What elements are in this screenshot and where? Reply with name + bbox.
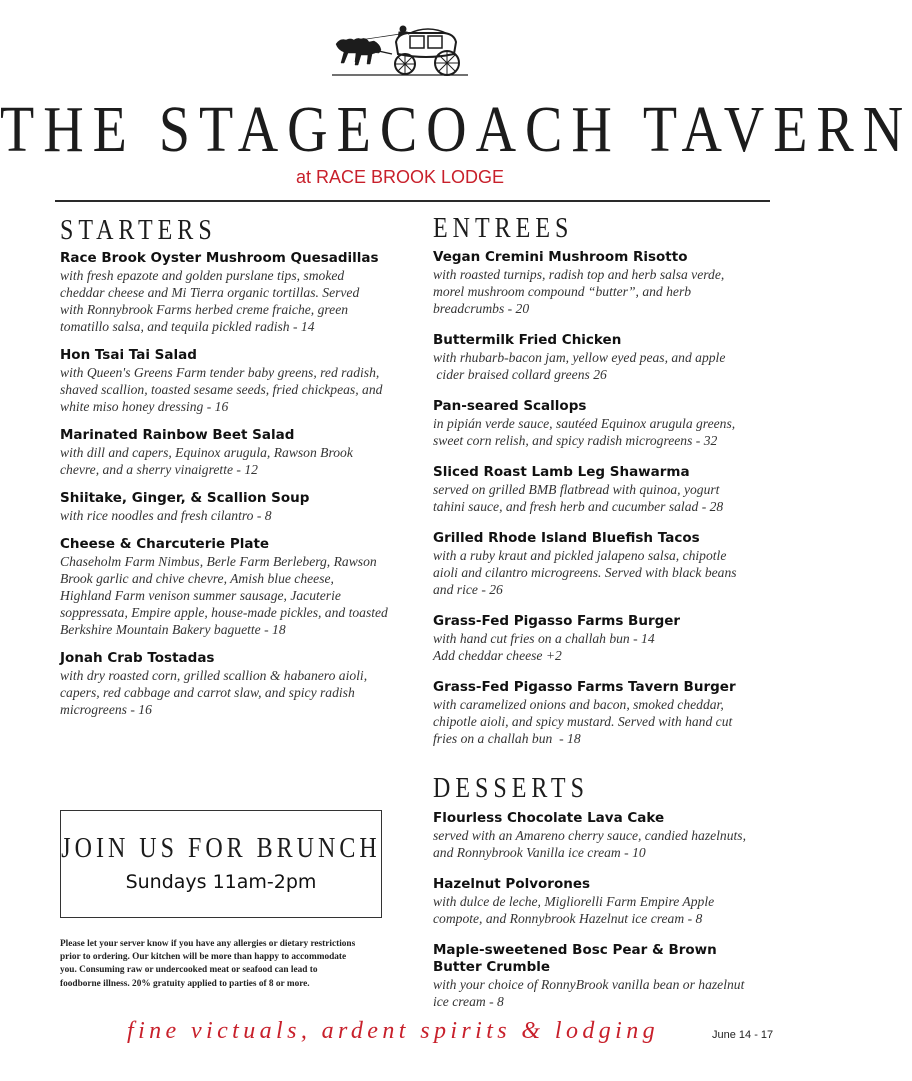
menu-item-name: Sliced Roast Lamb Leg Shawarma bbox=[433, 464, 690, 480]
menu-item-description: Berkshire Mountain Bakery baguette - 18 bbox=[60, 622, 286, 637]
menu-item-description: with hand cut fries on a challah bun - 14 bbox=[433, 631, 655, 646]
entrees-heading: ENTREES bbox=[433, 213, 574, 245]
menu-item-description: and rice - 26 bbox=[433, 582, 503, 597]
menu-item-name: Jonah Crab Tostadas bbox=[60, 650, 215, 666]
menu-item-description: in pipián verde sauce, sautéed Equinox arugula greens, bbox=[433, 416, 736, 431]
menu-item bbox=[433, 679, 778, 747]
menu-item-name: Race Brook Oyster Mushroom Quesadillas bbox=[60, 250, 379, 266]
menu-item bbox=[433, 398, 778, 449]
menu-item-description: with rice noodles and fresh cilantro - 8 bbox=[60, 508, 272, 523]
menu-item-description: morel mushroom compound “butter”, and herb bbox=[433, 284, 692, 299]
menu-item-description: chevre, and a sherry vinaigrette - 12 bbox=[60, 462, 258, 477]
menu-item-description: soppressata, Empire apple, house-made pickles, and toasted bbox=[60, 605, 388, 620]
menu-date: June 14 - 17 bbox=[712, 1029, 774, 1041]
starters-heading: STARTERS bbox=[60, 215, 217, 247]
menu-item-name: Shiitake, Ginger, & Scallion Soup bbox=[60, 490, 310, 506]
menu-item-description: microgreens - 16 bbox=[60, 702, 152, 717]
disclaimer-line: foodborne illness. 20% gratuity applied to parties of 8 or more. bbox=[60, 978, 310, 989]
menu-item-name: Grass-Fed Pigasso Farms Burger bbox=[433, 613, 681, 629]
menu-item bbox=[433, 942, 778, 1010]
menu-item-description: cheddar cheese and Mi Tierra organic tortillas. Served bbox=[60, 285, 360, 300]
starters-list bbox=[60, 250, 410, 718]
desserts-heading: DESSERTS bbox=[433, 773, 589, 805]
brunch-hours: Sundays 11am-2pm bbox=[125, 871, 317, 893]
header-divider bbox=[55, 200, 770, 202]
menu-item-description: and Ronnybrook Vanilla ice cream - 10 bbox=[433, 845, 646, 860]
menu-item-description: served with an Amareno cherry sauce, candied hazelnuts, bbox=[433, 828, 746, 843]
menu-item-description: Brook garlic and chive chevre, Amish blue cheese, bbox=[60, 571, 334, 586]
disclaimer-line: you. Consuming raw or undercooked meat or seafood can lead to bbox=[60, 965, 318, 976]
menu-item-description: Add cheddar cheese +2 bbox=[433, 648, 562, 663]
menu-item-description: chipotle aioli, and spicy mustard. Served with hand cut bbox=[433, 714, 733, 729]
menu-item bbox=[60, 490, 410, 524]
menu-item-description: with rhubarb-bacon jam, yellow eyed peas, and apple bbox=[433, 350, 726, 365]
stagecoach-icon bbox=[330, 20, 470, 78]
menu-item bbox=[60, 347, 410, 415]
menu-item bbox=[60, 427, 410, 478]
menu-item-name: Marinated Rainbow Beet Salad bbox=[60, 427, 295, 443]
page-title: THE STAGECOACH TAVERN bbox=[0, 93, 912, 167]
menu-item bbox=[433, 249, 778, 317]
menu-item bbox=[433, 876, 778, 927]
menu-item-name: Pan-seared Scallops bbox=[433, 398, 587, 414]
menu-item-description: with a ruby kraut and pickled jalapeno salsa, chipotle bbox=[433, 548, 727, 563]
menu-item-description: breadcrumbs - 20 bbox=[433, 301, 530, 316]
menu-item-description: Chaseholm Farm Nimbus, Berle Farm Berleberg, Rawson bbox=[60, 554, 377, 569]
menu-item-description: with Ronnybrook Farms herbed creme fraiche, green bbox=[60, 302, 349, 317]
menu-item-description: shaved scallion, toasted sesame seeds, fried chickpeas, and bbox=[60, 382, 383, 397]
footer-tagline: fine victuals, ardent spirits & lodging bbox=[127, 1018, 660, 1044]
menu-item-description: with caramelized onions and bacon, smoked cheddar, bbox=[433, 697, 724, 712]
entrees-list bbox=[433, 249, 778, 747]
disclaimer-line: prior to ordering. Our kitchen will be more than happy to accommodate bbox=[60, 952, 347, 963]
page-subtitle: at RACE BROOK LODGE bbox=[295, 167, 505, 187]
menu-item-description: with dulce de leche, Migliorelli Farm Empire Apple bbox=[433, 894, 715, 909]
menu-item bbox=[433, 332, 778, 383]
brunch-box bbox=[60, 810, 382, 918]
desserts-list bbox=[433, 810, 778, 1010]
menu-item-name: Maple-sweetened Bosc Pear & Brown Butter Crumble bbox=[433, 942, 717, 975]
brunch-title: JOIN US FOR BRUNCH bbox=[61, 833, 381, 865]
menu-item-name: Grass-Fed Pigasso Farms Tavern Burger bbox=[433, 679, 736, 695]
menu-item bbox=[433, 613, 778, 664]
menu-item-description: with fresh epazote and golden purslane tips, smoked bbox=[60, 268, 345, 283]
menu-item bbox=[60, 250, 410, 335]
menu-item bbox=[433, 810, 778, 861]
menu-item-name: Hazelnut Polvorones bbox=[433, 876, 591, 892]
menu-item-name: Vegan Cremini Mushroom Risotto bbox=[433, 249, 688, 265]
menu-item-description: tahini sauce, and fresh herb and cucumber salad - 28 bbox=[433, 499, 724, 514]
menu-item-name: Buttermilk Fried Chicken bbox=[433, 332, 622, 348]
menu-item-description: with roasted turnips, radish top and herb salsa verde, bbox=[433, 267, 725, 282]
menu-item-description: compote, and Ronnybrook Hazelnut ice cream - 8 bbox=[433, 911, 703, 926]
menu-item bbox=[60, 536, 410, 638]
menu-item-name: Hon Tsai Tai Salad bbox=[60, 347, 197, 363]
menu-item-description: tomatillo salsa, and tequila pickled radish - 14 bbox=[60, 319, 315, 334]
menu-item-description: cider braised collard greens 26 bbox=[433, 367, 607, 382]
menu-item-description: with Queen's Greens Farm tender baby greens, red radish, bbox=[60, 365, 380, 380]
menu-item-description: aioli and cilantro microgreens. Served with black beans bbox=[433, 565, 737, 580]
menu-item bbox=[433, 530, 778, 598]
menu-item-description: white miso honey dressing - 16 bbox=[60, 399, 229, 414]
allergy-disclaimer bbox=[60, 938, 390, 991]
menu-item-description: with your choice of RonnyBrook vanilla bean or hazelnut bbox=[433, 977, 745, 992]
disclaimer-line: Please let your server know if you have any allergies or dietary restrictions bbox=[60, 939, 356, 949]
menu-item-description: ice cream - 8 bbox=[433, 994, 504, 1009]
menu-item-description: with dill and capers, Equinox arugula, Rawson Brook bbox=[60, 445, 353, 460]
menu-item bbox=[60, 650, 410, 718]
menu-item-description: Highland Farm venison summer sausage, Jacuterie bbox=[60, 588, 341, 603]
menu-item-description: capers, red cabbage and carrot slaw, and spicy radish bbox=[60, 685, 355, 700]
menu-item-description: served on grilled BMB flatbread with quinoa, yogurt bbox=[433, 482, 720, 497]
menu-item-name: Flourless Chocolate Lava Cake bbox=[433, 810, 665, 826]
menu-item-description: sweet corn relish, and spicy radish microgreens - 32 bbox=[433, 433, 718, 448]
menu-item-description: fries on a challah bun - 18 bbox=[433, 731, 581, 746]
menu-item-name: Cheese & Charcuterie Plate bbox=[60, 536, 270, 552]
menu-item-description: with dry roasted corn, grilled scallion & habanero aioli, bbox=[60, 668, 368, 683]
menu-item-name: Grilled Rhode Island Bluefish Tacos bbox=[433, 530, 700, 546]
menu-item bbox=[433, 464, 778, 515]
